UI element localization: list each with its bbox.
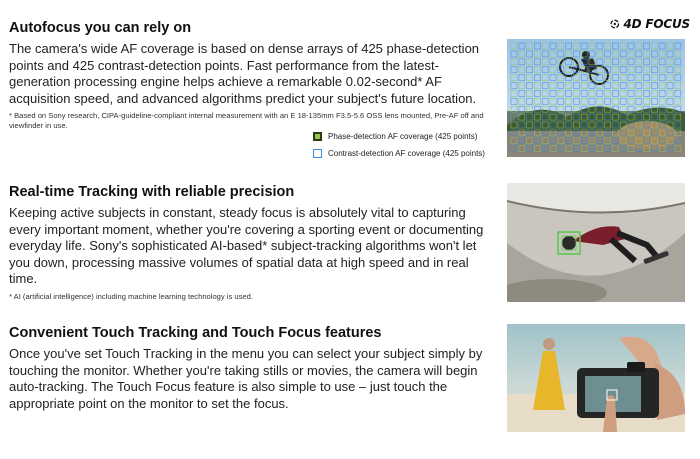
contrast-detection-swatch (313, 149, 322, 158)
bmx-rider-af-grid-photo (507, 39, 685, 157)
section-touch-tracking (9, 324, 499, 412)
four-d-focus-icon (610, 16, 620, 32)
section-body: The camera's wide AF coverage is based on dense arrays of 425 phase-detection points and 425 contrast-detection points. Fast performance from the latest-generation processing engine helps achieve a remarkable 0.02-second* AF acquisition speed, and advanced algorithms predict your subject's future location. (9, 41, 480, 106)
skateboard-bowl-tracking-photo (507, 183, 685, 302)
section-autofocus (9, 19, 499, 131)
phase-detection-swatch (313, 132, 322, 141)
section-body: Once you've set Touch Tracking in the menu you can select your subject simply by touching the monitor. Whether you're taking stills or movies, the camera will begin auto-tracking. The Touch Focus feature is also simple to use – just touch the appropriate point on the monitor to set the focus. (9, 346, 483, 411)
section-real-time-tracking (9, 183, 499, 302)
section-title: Autofocus you can rely on (9, 20, 192, 36)
section-body: Keeping active subjects in constant, steady focus is absolutely vital to capturing every important moment, whether you're covering a sporting event or documenting everyday life. Sony's sophisticated AI-based* subject-tracking algorithms won't let you down, processing massive volumes of spatial data at high speed and in real time. (9, 205, 484, 286)
legend-label: Phase-detection AF coverage (425 points) (328, 132, 478, 141)
camera-touch-screen-photo (507, 324, 685, 432)
section-title: Convenient Touch Tracking and Touch Focus features (9, 325, 382, 341)
legend-contrast-detection (313, 149, 503, 158)
legend-phase-detection (313, 132, 503, 141)
logo-text: 4D FOCUS (623, 17, 690, 31)
legend-label: Contrast-detection AF coverage (425 points) (328, 149, 485, 158)
section-title: Real-time Tracking with reliable precision (9, 184, 295, 200)
section-footnote: * AI (artificial intelligence) including machine learning technology is used. (9, 291, 253, 301)
section-footnote: * Based on Sony research, CIPA-guideline-compliant internal measurement with an E 18-135mm F3.5-5.6 OSS lens mounted, Pre-AF off and viewfinder in use. (9, 111, 484, 130)
brand-logo (610, 14, 690, 34)
